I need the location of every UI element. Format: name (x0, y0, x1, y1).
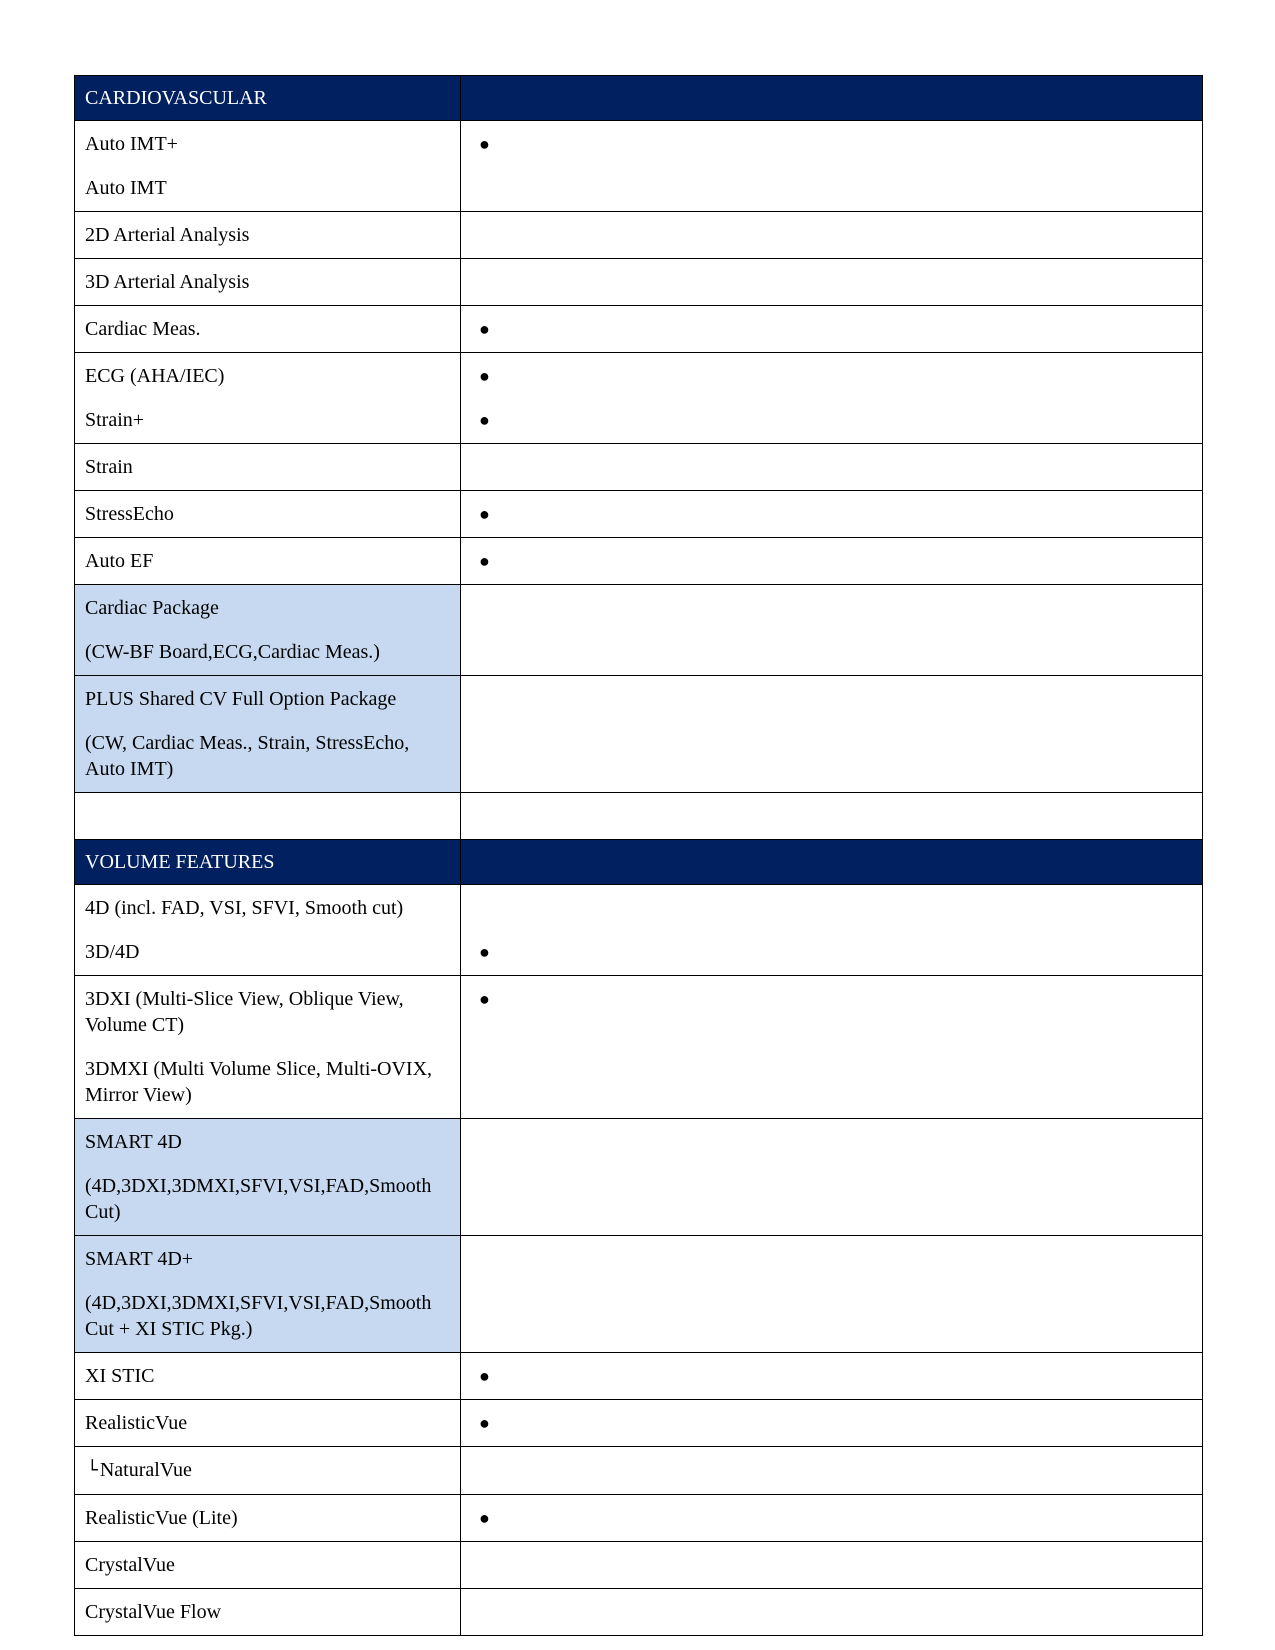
feature-cell (75, 212, 461, 259)
availability-cell (461, 212, 1203, 259)
feature-label: 3DXI (Multi-Slice View, Oblique View, Volume CT) (85, 988, 404, 1036)
feature-cell (75, 976, 461, 1119)
section-title: VOLUME FEATURES (75, 840, 461, 885)
feature-label: 3DMXI (Multi Volume Slice, Multi-OVIX, Mirror View) (85, 1058, 433, 1106)
included-bullet (471, 895, 1192, 921)
package-contents: (CW, Cardiac Meas., Strain, StressEcho, Auto IMT) (85, 732, 410, 780)
included-bullet: ● (479, 319, 490, 339)
included-bullet (471, 1552, 1192, 1578)
included-bullet: ● (479, 1508, 490, 1528)
feature-label: XI STIC (85, 1365, 155, 1387)
table-row (75, 1495, 1203, 1542)
availability-cell (461, 676, 1203, 793)
spacer-row (75, 793, 1203, 840)
feature-label: Cardiac Meas. (85, 318, 201, 340)
included-bullet: ● (479, 551, 490, 571)
feature-label: Strain (85, 456, 133, 478)
availability-cell (461, 585, 1203, 676)
availability-cell (461, 885, 1203, 976)
included-bullet (471, 1457, 1192, 1483)
availability-cell (461, 538, 1203, 585)
feature-label: ECG (AHA/IEC) (85, 365, 225, 387)
feature-cell (75, 885, 461, 976)
availability-cell (461, 1400, 1203, 1447)
feature-label: RealisticVue (85, 1412, 188, 1434)
feature-label: Auto EF (85, 550, 154, 572)
package-cell (75, 676, 461, 793)
feature-label: 4D (incl. FAD, VSI, SFVI, Smooth cut) (85, 897, 404, 919)
tree-branch-icon: └ (87, 1460, 98, 1481)
section-header-cardiovascular (75, 76, 1203, 121)
package-title: SMART 4D (85, 1131, 182, 1153)
feature-cell (75, 353, 461, 444)
package-cell (75, 1236, 461, 1353)
included-bullet (471, 269, 1192, 295)
package-cell (75, 585, 461, 676)
table-row-package (75, 1119, 1203, 1236)
feature-label: Auto IMT (85, 177, 167, 199)
table-row-package (75, 1236, 1203, 1353)
section-header-blank (461, 76, 1203, 121)
table-row (75, 259, 1203, 306)
table-row (75, 353, 1203, 444)
feature-cell (75, 1353, 461, 1400)
feature-cell (75, 259, 461, 306)
included-bullet: ● (479, 366, 490, 386)
package-title: PLUS Shared CV Full Option Package (85, 688, 397, 710)
table-row (75, 306, 1203, 353)
availability-cell (461, 1353, 1203, 1400)
feature-label: RealisticVue (Lite) (85, 1507, 238, 1529)
table-row (75, 1353, 1203, 1400)
feature-label: CrystalVue (85, 1554, 175, 1576)
table-row (75, 885, 1203, 976)
feature-label: 2D Arterial Analysis (85, 224, 250, 246)
feature-cell (75, 1542, 461, 1589)
table-row-package (75, 676, 1203, 793)
availability-cell (461, 1589, 1203, 1636)
availability-cell (461, 444, 1203, 491)
availability-cell (461, 1447, 1203, 1495)
feature-label-sub (85, 1457, 450, 1484)
table-row (75, 1542, 1203, 1589)
table-row (75, 491, 1203, 538)
availability-cell (461, 976, 1203, 1119)
feature-label: CrystalVue Flow (85, 1601, 222, 1623)
availability-cell (461, 306, 1203, 353)
feature-cell (75, 306, 461, 353)
feature-label: 3D/4D (85, 941, 140, 963)
blank-cell (75, 793, 461, 840)
availability-cell (461, 353, 1203, 444)
feature-table (74, 75, 1203, 1636)
included-bullet: ● (479, 942, 490, 962)
feature-cell (75, 538, 461, 585)
feature-label: Auto IMT+ (85, 133, 178, 155)
package-title: Cardiac Package (85, 597, 219, 619)
included-bullet (471, 454, 1192, 480)
included-bullet (471, 175, 1192, 201)
table-row-package (75, 585, 1203, 676)
package-contents: (4D,3DXI,3DMXI,SFVI,VSI,FAD,Smooth Cut) (85, 1175, 432, 1223)
package-title: SMART 4D+ (85, 1248, 194, 1270)
feature-cell (75, 491, 461, 538)
feature-label: Strain+ (85, 409, 145, 431)
table-row (75, 212, 1203, 259)
package-contents: (4D,3DXI,3DMXI,SFVI,VSI,FAD,Smooth Cut + XI STIC Pkg.) (85, 1292, 432, 1340)
table-row (75, 1400, 1203, 1447)
feature-cell (75, 1447, 461, 1495)
availability-cell (461, 1495, 1203, 1542)
included-bullet: ● (479, 410, 490, 430)
table-row (75, 1589, 1203, 1636)
feature-cell (75, 1495, 461, 1542)
section-header-blank (461, 840, 1203, 885)
included-bullet: ● (479, 504, 490, 524)
table-row (75, 976, 1203, 1119)
availability-cell (461, 1542, 1203, 1589)
table-row (75, 1447, 1203, 1495)
included-bullet: ● (479, 1366, 490, 1386)
included-bullet: ● (479, 134, 490, 154)
package-cell (75, 1119, 461, 1236)
included-bullet: ● (479, 1413, 490, 1433)
availability-cell (461, 1119, 1203, 1236)
feature-label: 3D Arterial Analysis (85, 271, 250, 293)
feature-label: StressEcho (85, 503, 174, 525)
blank-cell (461, 793, 1203, 840)
included-bullet: ● (479, 989, 490, 1009)
table-row (75, 444, 1203, 491)
feature-cell (75, 1400, 461, 1447)
feature-cell (75, 121, 461, 212)
availability-cell (461, 121, 1203, 212)
section-header-volume-features (75, 840, 1203, 885)
feature-cell (75, 1589, 461, 1636)
feature-cell (75, 444, 461, 491)
availability-cell (461, 259, 1203, 306)
package-contents: (CW-BF Board,ECG,Cardiac Meas.) (85, 641, 380, 663)
availability-cell (461, 1236, 1203, 1353)
included-bullet (471, 1599, 1192, 1625)
table-row (75, 538, 1203, 585)
feature-label: NaturalVue (99, 1459, 192, 1481)
availability-cell (461, 491, 1203, 538)
included-bullet (471, 222, 1192, 248)
table-row (75, 121, 1203, 212)
section-title: CARDIOVASCULAR (75, 76, 461, 121)
